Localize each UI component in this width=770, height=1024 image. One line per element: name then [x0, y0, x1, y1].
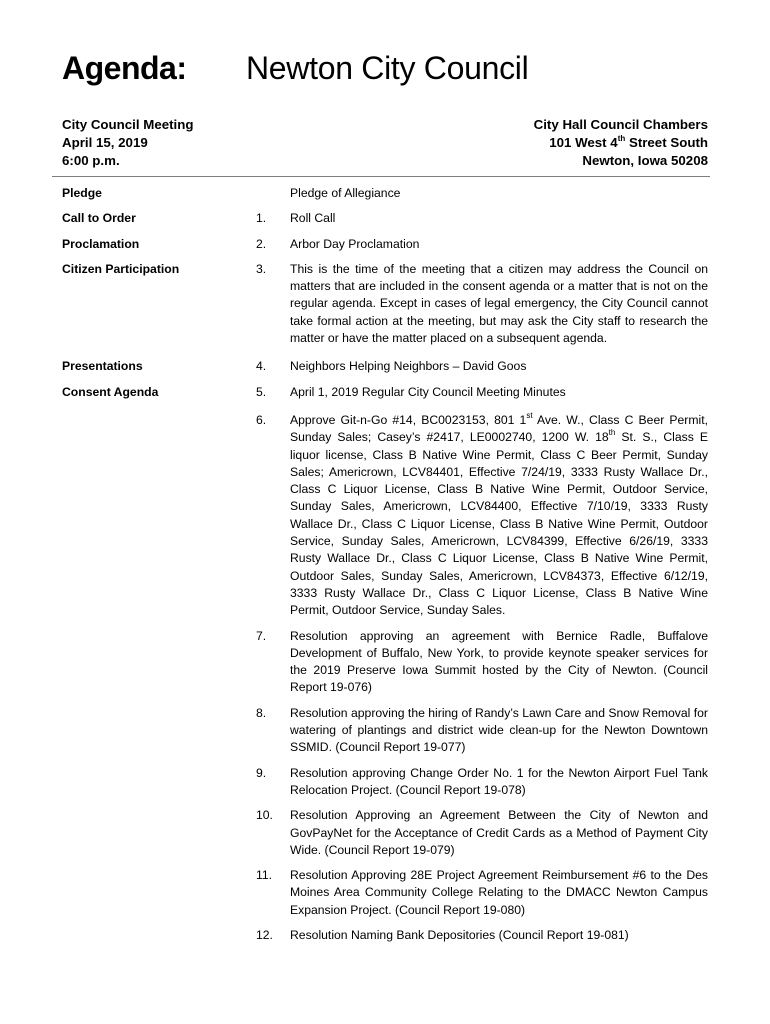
- agenda-item-number: 12.: [256, 927, 273, 942]
- meeting-name: City Council Meeting: [62, 117, 194, 132]
- ordinal-suffix: th: [608, 428, 616, 438]
- agenda-item-number: 2.: [256, 236, 267, 251]
- agenda-item: [62, 358, 708, 375]
- agenda-item-number: 5.: [256, 384, 267, 399]
- agenda-item-text: [290, 412, 708, 620]
- text-segment: Approve Git-n-Go #14, BC0023153, 801 1: [290, 412, 527, 427]
- agenda-item: [62, 927, 708, 944]
- agenda-item-text: Arbor Day Proclamation: [290, 236, 420, 251]
- agenda-section-label: Call to Order: [62, 211, 136, 226]
- agenda-item-text: Pledge of Allegiance: [290, 186, 401, 200]
- title-label: Agenda:: [62, 50, 187, 86]
- meeting-info: [62, 116, 194, 170]
- agenda-item-text: Resolution Approving an Agreement Between the City of Newton and GovPayNet for the Acceptance of Credit Cards as a Method of Payment City Wide. (Council Report 19-079): [290, 808, 708, 857]
- agenda-item: [62, 185, 708, 202]
- agenda-item-text: Resolution approving Change Order No. 1 for the Newton Airport Fuel Tank Relocation Project. (Council Report 19-078): [290, 765, 708, 797]
- agenda-item-text: Resolution approving the hiring of Randy’s Lawn Care and Snow Removal for watering of plantings and district wide clean-up for the Newton Downtown SSMID. (Council Report 19-077): [290, 705, 708, 755]
- agenda-item-text: Resolution Approving 28E Project Agreement Reimbursement #6 to the Des Moines Area Community College Relating to the DMACC Newton Campus Expansion Project. (Council Report 19-080): [290, 868, 708, 917]
- agenda-item: [62, 807, 708, 859]
- agenda-item-number: 3.: [256, 261, 267, 276]
- agenda-item: [62, 261, 708, 347]
- agenda-section-label: Citizen Participation: [62, 261, 180, 276]
- street-address: [534, 134, 708, 152]
- street-ordinal: th: [617, 133, 626, 143]
- agenda-item-number: 11.: [256, 868, 273, 883]
- ordinal-suffix: st: [526, 410, 533, 420]
- text-segment: St. S., Class E liquor license, Class B Native Wine Permit, Class C Beer Permit, Sunday Sales; Americrown, LCV84401, Effective 7/24/19, 3333 Rusty Wallace Dr., Class C Liquor License, Class B Native Wine Permit, Outdoor Service, Sunday Sales, Americrown, LCV84400, Effective 7/10/19, 3333 Rusty Wallace Dr., Class C Liquor License, Class B Native Wine Permit, Outdoor Service, Sunday Sales, Americrown, LCV84399, Effective 6/26/19, 3333 Rusty Wallace Dr., Class C Liquor License, Class B Native Wine Permit, Outdoor Sales, Sunday Sales, Americrown, LCV84373, Effective 6/12/19, 3333 Rusty Wallace Dr., Class C Liquor License, Class B Native Wine Permit, Outdoor Service, Sunday Sales.: [290, 430, 708, 618]
- agenda-item-text: This is the time of the meeting that a citizen may address the Council on matters that are included in the consent agenda or a matter that is not on the regular agenda. Except in cases of legal emergency, the City Council cannot take formal action at the meeting, but may ask the City staff to research the matter or have the matter placed on a subsequent agenda.: [290, 261, 708, 346]
- agenda-item-number: 6.: [256, 412, 267, 427]
- text-segment: Ave. W., Class C Beer Permit, Sunday Sales; Casey’s #2417, LE0002740, 1200 W. 18: [290, 412, 708, 445]
- agenda-item: [62, 236, 708, 253]
- agenda-item: [62, 705, 708, 757]
- agenda-item-number: 9.: [256, 765, 267, 780]
- agenda-item: [62, 628, 708, 697]
- meeting-date: April 15, 2019: [62, 135, 148, 150]
- street-number: 101 West 4: [549, 135, 618, 150]
- agenda-item: [62, 765, 708, 800]
- agenda-item-number: 7.: [256, 628, 267, 643]
- agenda-item-text: Resolution Naming Bank Depositories (Council Report 19-081): [290, 927, 629, 942]
- header-divider: [52, 176, 710, 177]
- agenda-item-number: 8.: [256, 705, 267, 720]
- meeting-location: [534, 116, 708, 170]
- agenda-item-text: Neighbors Helping Neighbors – David Goos: [290, 359, 527, 374]
- agenda-item: [62, 384, 708, 401]
- agenda-item: [62, 867, 708, 919]
- agenda-section-label: Proclamation: [62, 236, 140, 251]
- agenda-section-label: Presentations: [62, 359, 143, 374]
- venue-name: City Hall Council Chambers: [533, 117, 708, 132]
- agenda-item-text: April 1, 2019 Regular City Council Meeting Minutes: [290, 384, 566, 399]
- document-title: [62, 50, 712, 94]
- agenda-item-text: Roll Call: [290, 211, 336, 226]
- agenda-item-text: Resolution approving an agreement with Bernice Radle, Buffalove Development of Buffalo, New York, to provide keynote speaker services for the 2019 Preserve Iowa Summit hosted by the City of Newton. (Council Report 19-076): [290, 628, 708, 695]
- street-name: Street South: [625, 135, 708, 150]
- agenda-section-label: Pledge: [62, 186, 102, 200]
- agenda-item: [62, 210, 708, 227]
- meeting-time: 6:00 p.m.: [62, 153, 120, 168]
- agenda-item: [62, 412, 708, 620]
- city-state-zip: Newton, Iowa 50208: [582, 153, 708, 168]
- agenda-items: [62, 185, 708, 952]
- agenda-item-number: 1.: [256, 211, 267, 226]
- agenda-item-number: 10.: [256, 808, 273, 823]
- agenda-item-number: 4.: [256, 359, 267, 374]
- agenda-section-label: Consent Agenda: [62, 384, 159, 399]
- council-name: Newton City Council: [246, 50, 529, 86]
